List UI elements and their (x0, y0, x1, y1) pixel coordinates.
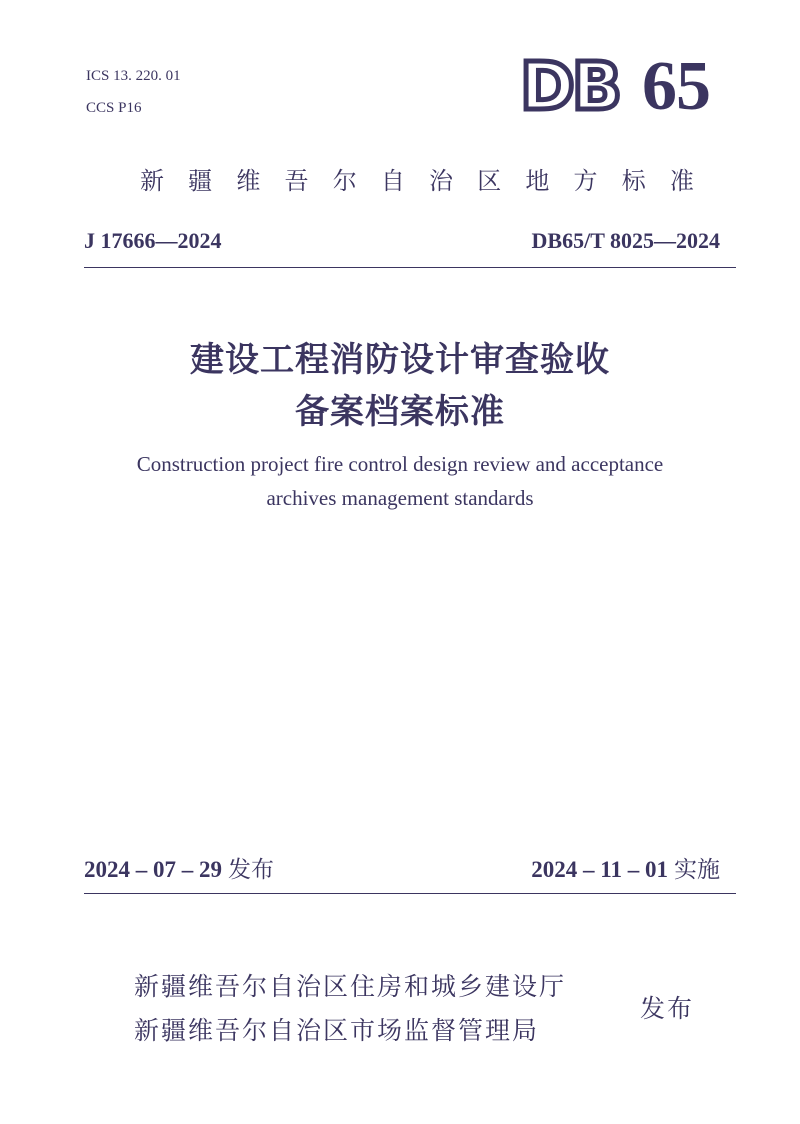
issue-date: 2024 – 07 – 29 (84, 857, 222, 882)
logo-65-text: 65 (642, 48, 710, 125)
ics-code: ICS 13. 220. 01 (86, 68, 181, 84)
date-row (84, 854, 720, 886)
issuer-line1: 新疆维吾尔自治区住房和城乡建设厅 (134, 972, 567, 1001)
code-row (84, 226, 720, 256)
standard-type-char: 新 (140, 167, 164, 195)
effective-label: 实施 (674, 857, 720, 883)
issue-label: 发布 (228, 857, 274, 883)
title-en-line1: Construction project fire control design review and acceptance (136, 452, 664, 476)
title-cn-line1: 建设工程消防设计审查验收 (190, 340, 610, 380)
title-cn-line2: 备案档案标准 (295, 392, 505, 432)
logo-db-text: DB (520, 48, 620, 125)
standard-type-char: 吾 (284, 167, 309, 195)
standard-type-char: 标 (621, 167, 646, 195)
effective-date-group (531, 854, 720, 886)
issue-date-group (84, 854, 274, 886)
standard-type-heading (140, 166, 694, 196)
standard-type-char: 地 (525, 167, 550, 195)
standard-type-char: 治 (429, 167, 454, 195)
standard-number: DB65/T 8025—2024 (531, 228, 720, 253)
title-en-line2: archives management standards (266, 486, 534, 510)
standard-type-char: 维 (236, 167, 261, 195)
ccs-code: CCS P16 (86, 100, 142, 116)
bottom-divider (84, 893, 736, 894)
issuer-line2: 新疆维吾尔自治区市场监督管理局 (134, 1016, 540, 1045)
db65-logo (520, 48, 724, 125)
standard-type-char: 方 (573, 167, 598, 195)
standard-type-char: 尔 (332, 167, 357, 195)
effective-date: 2024 – 11 – 01 (531, 857, 668, 882)
top-divider (84, 267, 736, 268)
standard-type-char: 疆 (188, 167, 213, 195)
standard-type-char: 准 (669, 167, 694, 195)
standard-type-char: 自 (380, 167, 405, 195)
standard-type-char: 区 (477, 167, 502, 195)
record-number: J 17666—2024 (84, 228, 222, 253)
publish-label: 发布 (640, 994, 695, 1023)
